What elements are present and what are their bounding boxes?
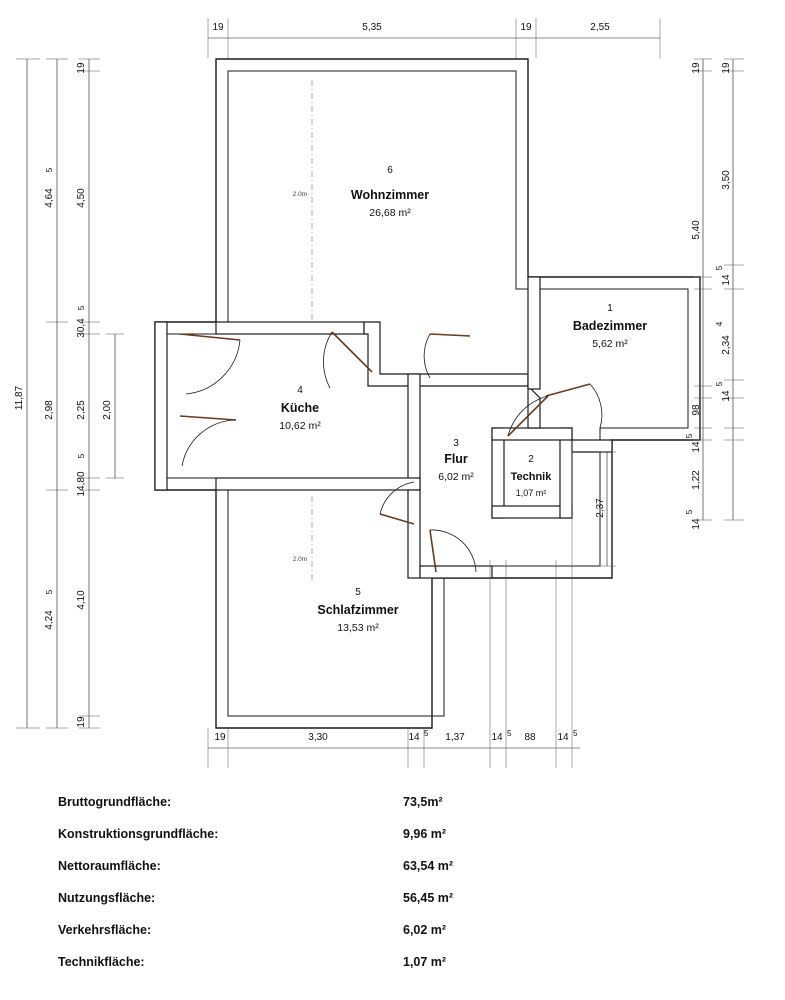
wall-outline bbox=[155, 59, 700, 728]
room-number: 3 bbox=[453, 438, 459, 449]
room-label-kueche bbox=[279, 385, 321, 432]
summary-label: Technikfläche: bbox=[58, 955, 145, 969]
dimension-label: 14 bbox=[691, 441, 702, 453]
summary-value: 6,02 m² bbox=[403, 923, 447, 937]
dimension-label: 2,55 bbox=[590, 22, 610, 33]
dimension-label: 88 bbox=[524, 732, 536, 743]
dimension-sup: 5 bbox=[685, 433, 694, 439]
summary-row bbox=[58, 795, 678, 827]
dimension-sup: 5 bbox=[45, 167, 54, 173]
room-area: 6,02 m² bbox=[438, 471, 474, 483]
dimension-label-group bbox=[44, 589, 55, 630]
dimension-label: 3,30 bbox=[308, 732, 328, 743]
dimension-label: 4,50 bbox=[76, 188, 87, 208]
dimension-label: 19 bbox=[76, 62, 87, 74]
dimension-label: 5,35 bbox=[362, 22, 382, 33]
dimension-label: 19 bbox=[520, 22, 532, 33]
summary-label: Nutzungsfläche: bbox=[58, 891, 156, 905]
dimension-label: 14 bbox=[721, 274, 732, 286]
dimension-label: 4,24 bbox=[44, 610, 55, 630]
dimension-label: 2,00 bbox=[102, 400, 113, 420]
dimension-label-group bbox=[715, 381, 732, 401]
dimension-chain-right-outer bbox=[685, 59, 744, 530]
dimension-label: 14 bbox=[691, 518, 702, 530]
dimension-sup: 5 bbox=[507, 729, 512, 738]
summary-row bbox=[58, 859, 678, 891]
dimension-sup: 5 bbox=[715, 381, 724, 387]
dimension-label-group bbox=[44, 167, 55, 208]
summary-row bbox=[58, 827, 678, 859]
dimension-label: 2,98 bbox=[44, 400, 55, 420]
summary-label: Verkehrsfläche: bbox=[58, 923, 152, 937]
dimension-label: 14 bbox=[408, 732, 420, 743]
dimension-label: 19 bbox=[691, 62, 702, 74]
dimension-label-group bbox=[715, 265, 732, 285]
dimension-sup: 5 bbox=[424, 729, 429, 738]
dimension-chain-top bbox=[208, 18, 660, 58]
room-number: 2 bbox=[528, 454, 534, 465]
dimension-label: 98 bbox=[691, 404, 702, 416]
dimension-label: 19 bbox=[214, 732, 226, 743]
dimension-label: 2,37 bbox=[595, 498, 606, 518]
room-area: 5,62 m² bbox=[592, 338, 628, 350]
summary-value: 73,5m² bbox=[403, 795, 443, 809]
room-name: Schlafzimmer bbox=[317, 603, 399, 617]
room-label-technik bbox=[511, 454, 553, 498]
dimension-label: 14 bbox=[491, 732, 503, 743]
dimension-label: 11,87 bbox=[14, 385, 25, 411]
summary-label: Konstruktionsgrundfläche: bbox=[58, 827, 219, 841]
dimension-label-group bbox=[408, 729, 429, 743]
room-label-wohnzimmer bbox=[293, 165, 429, 219]
room-area: 1,07 m² bbox=[515, 488, 547, 498]
area-summary-table bbox=[58, 795, 678, 987]
room-label-badezimmer bbox=[573, 303, 647, 350]
room-number: 5 bbox=[355, 587, 361, 598]
dimension-sup: 5 bbox=[77, 305, 86, 311]
summary-row bbox=[58, 891, 678, 923]
room-number: 1 bbox=[607, 303, 613, 314]
ceiling-height: 2.0m bbox=[292, 556, 308, 563]
dimension-label-group bbox=[557, 729, 578, 743]
room-name: Wohnzimmer bbox=[350, 188, 430, 202]
room-area: 26,68 m² bbox=[369, 207, 411, 219]
dimension-chain-left-mid bbox=[44, 59, 68, 728]
dimension-label: 19 bbox=[721, 62, 732, 74]
dimension-label-group bbox=[76, 453, 87, 496]
dimension-label-group bbox=[685, 509, 702, 529]
summary-row bbox=[58, 923, 678, 955]
summary-row bbox=[58, 955, 678, 987]
interior-walls bbox=[155, 277, 612, 578]
room-label-schlafzimmer bbox=[293, 556, 399, 634]
dimension-sup: 4 bbox=[715, 321, 724, 327]
dimension-label: 1,22 bbox=[691, 470, 702, 490]
room-area: 13,53 m² bbox=[337, 622, 379, 634]
dimension-sup: 5 bbox=[685, 509, 694, 515]
dimension-label: 2,25 bbox=[76, 400, 87, 420]
room-name: Badezimmer bbox=[572, 319, 648, 333]
dimension-label: 4,10 bbox=[76, 590, 87, 610]
dimension-label: 30,4 bbox=[76, 318, 87, 338]
room-name: Küche bbox=[280, 401, 320, 415]
dimension-label: 1,37 bbox=[445, 732, 465, 743]
summary-value: 9,96 m² bbox=[403, 827, 447, 841]
summary-value: 63,54 m² bbox=[403, 859, 454, 873]
summary-value: 1,07 m² bbox=[403, 955, 447, 969]
dimension-label: 14 bbox=[721, 390, 732, 402]
room-area: 10,62 m² bbox=[279, 420, 321, 432]
dimension-label: 19 bbox=[212, 22, 224, 33]
dimension-label: 4,64 bbox=[44, 188, 55, 208]
dimension-label: 2,34 bbox=[721, 335, 732, 355]
room-label-flur bbox=[438, 438, 474, 483]
dimension-sup: 5 bbox=[715, 265, 724, 271]
room-number: 4 bbox=[297, 385, 303, 396]
room-name: Flur bbox=[444, 452, 468, 466]
dimension-label: 14,80 bbox=[76, 471, 87, 497]
dimension-label: 3,50 bbox=[721, 170, 732, 190]
summary-label: Nettoraumfläche: bbox=[58, 859, 161, 873]
dimension-chain-left-outer bbox=[14, 59, 40, 728]
summary-label: Bruttogrundfläche: bbox=[58, 795, 172, 809]
dimension-chain-left-inner bbox=[76, 59, 124, 728]
room-name: Technik bbox=[510, 471, 552, 483]
summary-value: 56,45 m² bbox=[403, 891, 454, 905]
dimension-sup: 5 bbox=[573, 729, 578, 738]
dimension-label: 5,40 bbox=[691, 220, 702, 240]
dimension-label-group bbox=[715, 321, 732, 355]
ceiling-height: 2.0m bbox=[292, 191, 308, 198]
dimension-sup: 5 bbox=[77, 453, 86, 459]
dimension-label-group bbox=[76, 305, 87, 338]
dimension-label-group bbox=[491, 729, 512, 743]
dimension-label: 19 bbox=[76, 716, 87, 728]
dimension-sup: 5 bbox=[45, 589, 54, 595]
room-number: 6 bbox=[387, 165, 393, 176]
dimension-label: 14 bbox=[557, 732, 569, 743]
